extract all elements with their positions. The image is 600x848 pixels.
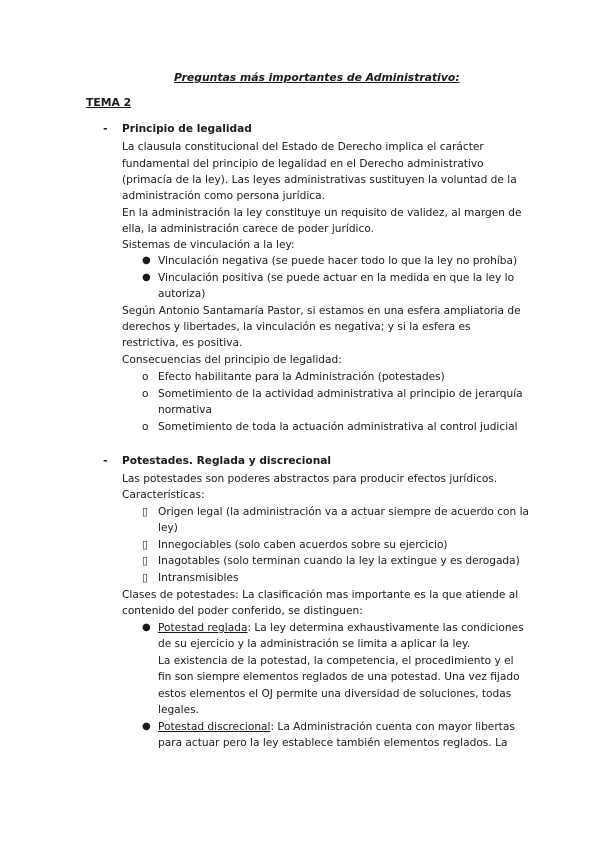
box-marker: ▯: [142, 572, 148, 584]
bullet-marker: ●: [142, 255, 151, 266]
list-item: Vinculación negativa (se puede hacer todo lo que la ley no prohíba): [158, 255, 518, 267]
dash-marker: -: [103, 454, 108, 467]
list-item-continuation: legales.: [158, 704, 200, 716]
definition-text: : La Administración cuenta con mayor libertas: [270, 721, 515, 733]
paragraph-line: La clausula constitucional del Estado de Derecho implica el carácter: [122, 141, 484, 153]
list-item-continuation: autoriza): [158, 288, 206, 300]
list-item: Efecto habilitante para la Administración (potestades): [158, 371, 445, 383]
list-item: Innegociables (solo caben acuerdos sobre su ejercicio): [158, 539, 448, 551]
bullet-marker: ●: [142, 721, 151, 732]
list-item-continuation: normativa: [158, 404, 213, 416]
o-marker: o: [142, 388, 149, 400]
bullet-marker: ●: [142, 272, 151, 283]
definition-text: : La ley determina exhaustivamente las condiciones: [247, 622, 524, 634]
box-marker: ▯: [142, 539, 148, 551]
list-item-discrecional: [158, 720, 515, 734]
list-item-reglada: [158, 621, 524, 635]
paragraph-line: Características:: [122, 489, 205, 501]
box-marker: ▯: [142, 506, 148, 518]
paragraph-line: restrictiva, es positiva.: [122, 337, 243, 349]
paragraph-line: Clases de potestades: La clasificación mas importante es la que atiende al: [122, 589, 519, 601]
list-item-continuation: ley): [158, 522, 178, 534]
paragraph-line: Según Antonio Santamaría Pastor, si estamos en una esfera ampliatoria de: [122, 305, 521, 317]
list-item-continuation: para actuar pero la ley establece también elementos reglados. La: [158, 737, 508, 749]
list-item-continuation: estos elementos el OJ permite una diversidad de soluciones, todas: [158, 688, 512, 700]
paragraph-line: derechos y libertades, la vinculación es negativa; y si la esfera es: [122, 321, 471, 333]
paragraph-line: contenido del poder conferido, se distinguen:: [122, 605, 363, 617]
list-item: Vinculación positiva (se puede actuar en la medida en que la ley lo: [158, 272, 515, 284]
list-item: Sometimiento de toda la actuación administrativa al control judicial: [158, 421, 518, 433]
dash-marker: -: [103, 122, 108, 135]
paragraph-line: Las potestades son poderes abstractos para producir efectos jurídicos.: [122, 473, 498, 485]
term-potestad-reglada: Potestad reglada: [158, 622, 248, 634]
section-heading-legalidad: Principio de legalidad: [122, 123, 252, 135]
tema-heading: TEMA 2: [86, 96, 132, 109]
o-marker: o: [142, 371, 149, 383]
paragraph-line: ella, la administración carece de poder jurídico.: [122, 223, 374, 235]
list-item: Intransmisibles: [158, 572, 239, 584]
term-potestad-discrecional: Potestad discrecional: [158, 721, 271, 733]
list-item-continuation: de su ejercicio y la administración se limita a aplicar la ley.: [158, 638, 471, 650]
paragraph-line: (primacía de la ley). Las leyes administrativas sustituyen la voluntad de la: [122, 174, 517, 186]
list-item-continuation: La existencia de la potestad, la competencia, el procedimiento y el: [158, 655, 514, 667]
paragraph-line: En la administración la ley constituye un requisito de validez, al margen de: [122, 207, 522, 219]
paragraph-line: Sistemas de vinculación a la ley:: [122, 239, 295, 251]
paragraph-line: administración como persona jurídica.: [122, 190, 325, 202]
list-item: Inagotables (solo terminan cuando la ley la extingue y es derogada): [158, 555, 520, 567]
box-marker: ▯: [142, 555, 148, 567]
list-item: Origen legal (la administración va a actuar siempre de acuerdo con la: [158, 506, 530, 518]
bullet-marker: ●: [142, 622, 151, 633]
paragraph-line: fundamental del principio de legalidad en el Derecho administrativo: [122, 158, 484, 170]
document-title: Preguntas más importantes de Administrativo:: [174, 71, 460, 84]
o-marker: o: [142, 421, 149, 433]
paragraph-line: Consecuencias del principio de legalidad:: [122, 354, 342, 366]
section-heading-potestades: Potestades. Reglada y discrecional: [122, 455, 332, 467]
list-item-continuation: fin son siempre elementos reglados de una potestad. Una vez fijado: [158, 671, 520, 683]
list-item: Sometimiento de la actividad administrativa al principio de jerarquía: [158, 388, 523, 400]
